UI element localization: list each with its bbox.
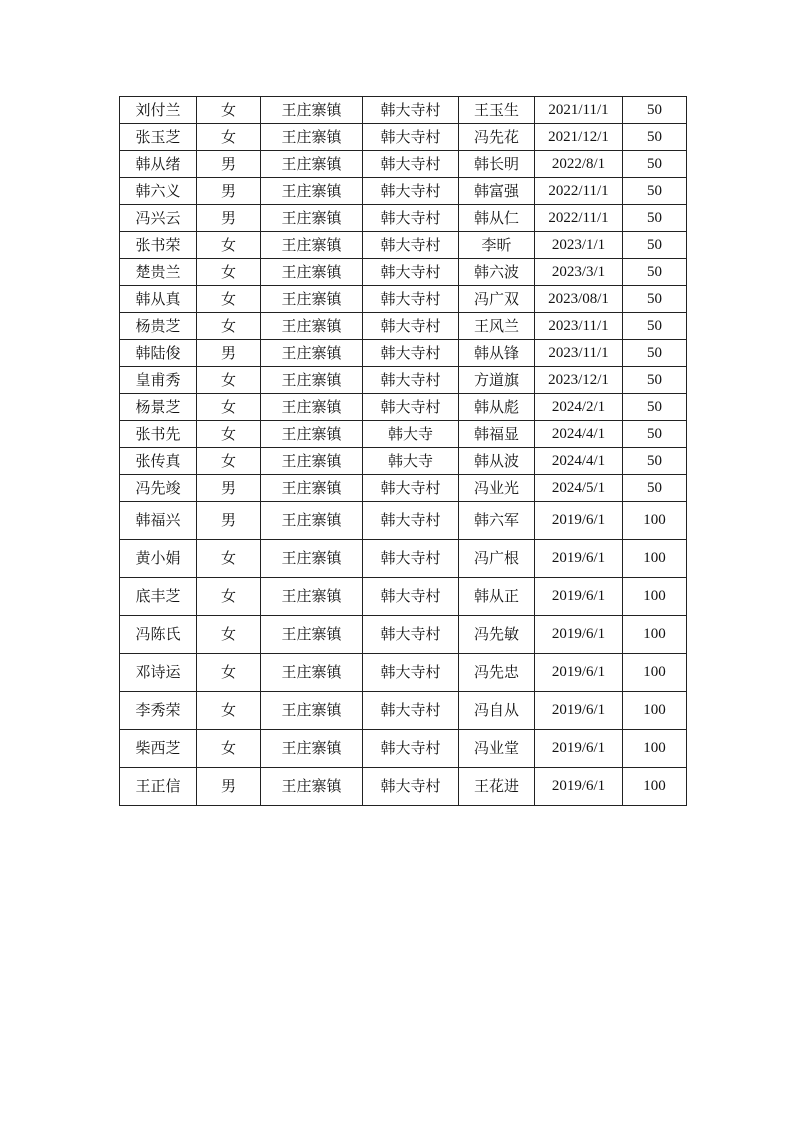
- amount-cell: 100: [623, 540, 687, 578]
- gender-cell: 女: [197, 730, 261, 768]
- name-cell: 韩福兴: [120, 502, 197, 540]
- amount-cell: 50: [623, 205, 687, 232]
- relative-cell: 韩从波: [459, 448, 535, 475]
- town-cell: 王庄寨镇: [261, 421, 363, 448]
- village-cell: 韩大寺村: [363, 730, 459, 768]
- gender-cell: 女: [197, 692, 261, 730]
- table-row: [120, 313, 687, 340]
- village-cell: 韩大寺村: [363, 259, 459, 286]
- relative-cell: 韩从仁: [459, 205, 535, 232]
- amount-cell: 100: [623, 616, 687, 654]
- name-cell: 李秀荣: [120, 692, 197, 730]
- village-cell: 韩大寺村: [363, 654, 459, 692]
- town-cell: 王庄寨镇: [261, 151, 363, 178]
- date-cell: 2019/6/1: [535, 730, 623, 768]
- town-cell: 王庄寨镇: [261, 448, 363, 475]
- name-cell: 张书先: [120, 421, 197, 448]
- name-cell: 楚贵兰: [120, 259, 197, 286]
- amount-cell: 50: [623, 394, 687, 421]
- relative-cell: 王玉生: [459, 97, 535, 124]
- village-cell: 韩大寺村: [363, 178, 459, 205]
- date-cell: 2024/4/1: [535, 421, 623, 448]
- table-row: [120, 394, 687, 421]
- date-cell: 2024/2/1: [535, 394, 623, 421]
- amount-cell: 100: [623, 578, 687, 616]
- amount-cell: 100: [623, 768, 687, 806]
- amount-cell: 100: [623, 692, 687, 730]
- relative-cell: 韩从正: [459, 578, 535, 616]
- gender-cell: 女: [197, 124, 261, 151]
- village-cell: 韩大寺村: [363, 394, 459, 421]
- relative-cell: 王风兰: [459, 313, 535, 340]
- village-cell: 韩大寺村: [363, 768, 459, 806]
- town-cell: 王庄寨镇: [261, 540, 363, 578]
- gender-cell: 女: [197, 286, 261, 313]
- relative-cell: 冯业光: [459, 475, 535, 502]
- village-cell: 韩大寺: [363, 421, 459, 448]
- relative-cell: 冯广根: [459, 540, 535, 578]
- name-cell: 皇甫秀: [120, 367, 197, 394]
- village-cell: 韩大寺村: [363, 616, 459, 654]
- gender-cell: 女: [197, 367, 261, 394]
- town-cell: 王庄寨镇: [261, 730, 363, 768]
- gender-cell: 女: [197, 616, 261, 654]
- table-body: [120, 97, 687, 806]
- relative-cell: 冯先忠: [459, 654, 535, 692]
- table-row: [120, 259, 687, 286]
- name-cell: 韩从绪: [120, 151, 197, 178]
- amount-cell: 50: [623, 124, 687, 151]
- table-row: [120, 448, 687, 475]
- name-cell: 冯陈氏: [120, 616, 197, 654]
- name-cell: 韩六义: [120, 178, 197, 205]
- village-cell: 韩大寺: [363, 448, 459, 475]
- table-row: [120, 502, 687, 540]
- table-row: [120, 367, 687, 394]
- town-cell: 王庄寨镇: [261, 394, 363, 421]
- gender-cell: 女: [197, 421, 261, 448]
- name-cell: 刘付兰: [120, 97, 197, 124]
- village-cell: 韩大寺村: [363, 692, 459, 730]
- village-cell: 韩大寺村: [363, 367, 459, 394]
- village-cell: 韩大寺村: [363, 151, 459, 178]
- date-cell: 2022/11/1: [535, 205, 623, 232]
- village-cell: 韩大寺村: [363, 97, 459, 124]
- date-cell: 2019/6/1: [535, 768, 623, 806]
- town-cell: 王庄寨镇: [261, 313, 363, 340]
- gender-cell: 女: [197, 313, 261, 340]
- table-row: [120, 768, 687, 806]
- gender-cell: 女: [197, 540, 261, 578]
- table-row: [120, 616, 687, 654]
- relative-cell: 韩福显: [459, 421, 535, 448]
- amount-cell: 100: [623, 654, 687, 692]
- village-cell: 韩大寺村: [363, 340, 459, 367]
- table-row: [120, 232, 687, 259]
- name-cell: 邓诗运: [120, 654, 197, 692]
- amount-cell: 50: [623, 475, 687, 502]
- date-cell: 2019/6/1: [535, 540, 623, 578]
- village-cell: 韩大寺村: [363, 205, 459, 232]
- town-cell: 王庄寨镇: [261, 232, 363, 259]
- town-cell: 王庄寨镇: [261, 124, 363, 151]
- village-cell: 韩大寺村: [363, 578, 459, 616]
- name-cell: 柴西芝: [120, 730, 197, 768]
- name-cell: 张传真: [120, 448, 197, 475]
- town-cell: 王庄寨镇: [261, 768, 363, 806]
- relative-cell: 冯业堂: [459, 730, 535, 768]
- table-row: [120, 205, 687, 232]
- gender-cell: 男: [197, 151, 261, 178]
- name-cell: 杨贵芝: [120, 313, 197, 340]
- gender-cell: 男: [197, 768, 261, 806]
- name-cell: 韩从真: [120, 286, 197, 313]
- town-cell: 王庄寨镇: [261, 259, 363, 286]
- town-cell: 王庄寨镇: [261, 578, 363, 616]
- gender-cell: 男: [197, 178, 261, 205]
- gender-cell: 男: [197, 475, 261, 502]
- date-cell: 2024/4/1: [535, 448, 623, 475]
- date-cell: 2019/6/1: [535, 654, 623, 692]
- amount-cell: 50: [623, 367, 687, 394]
- relative-cell: 冯自从: [459, 692, 535, 730]
- amount-cell: 50: [623, 313, 687, 340]
- gender-cell: 女: [197, 232, 261, 259]
- town-cell: 王庄寨镇: [261, 178, 363, 205]
- name-cell: 王正信: [120, 768, 197, 806]
- gender-cell: 男: [197, 205, 261, 232]
- town-cell: 王庄寨镇: [261, 692, 363, 730]
- name-cell: 黄小娟: [120, 540, 197, 578]
- date-cell: 2024/5/1: [535, 475, 623, 502]
- relative-cell: 韩富强: [459, 178, 535, 205]
- name-cell: 底丰芝: [120, 578, 197, 616]
- subsidy-table: [119, 96, 687, 806]
- date-cell: 2022/8/1: [535, 151, 623, 178]
- relative-cell: 韩六军: [459, 502, 535, 540]
- gender-cell: 女: [197, 259, 261, 286]
- village-cell: 韩大寺村: [363, 286, 459, 313]
- name-cell: 冯兴云: [120, 205, 197, 232]
- town-cell: 王庄寨镇: [261, 616, 363, 654]
- table-row: [120, 151, 687, 178]
- amount-cell: 100: [623, 730, 687, 768]
- amount-cell: 50: [623, 232, 687, 259]
- village-cell: 韩大寺村: [363, 232, 459, 259]
- table-row: [120, 178, 687, 205]
- table-row: [120, 692, 687, 730]
- amount-cell: 50: [623, 178, 687, 205]
- town-cell: 王庄寨镇: [261, 340, 363, 367]
- relative-cell: 冯先花: [459, 124, 535, 151]
- relative-cell: 韩六波: [459, 259, 535, 286]
- relative-cell: 冯先敏: [459, 616, 535, 654]
- table-row: [120, 730, 687, 768]
- town-cell: 王庄寨镇: [261, 475, 363, 502]
- table-row: [120, 540, 687, 578]
- date-cell: 2019/6/1: [535, 578, 623, 616]
- date-cell: 2021/11/1: [535, 97, 623, 124]
- gender-cell: 女: [197, 394, 261, 421]
- table-row: [120, 340, 687, 367]
- date-cell: 2023/12/1: [535, 367, 623, 394]
- relative-cell: 冯广双: [459, 286, 535, 313]
- amount-cell: 50: [623, 97, 687, 124]
- name-cell: 张书荣: [120, 232, 197, 259]
- gender-cell: 女: [197, 654, 261, 692]
- date-cell: 2019/6/1: [535, 502, 623, 540]
- gender-cell: 男: [197, 340, 261, 367]
- village-cell: 韩大寺村: [363, 124, 459, 151]
- table-row: [120, 421, 687, 448]
- gender-cell: 女: [197, 448, 261, 475]
- table-row: [120, 578, 687, 616]
- table-row: [120, 286, 687, 313]
- name-cell: 韩陆俊: [120, 340, 197, 367]
- date-cell: 2023/11/1: [535, 313, 623, 340]
- relative-cell: 韩从彪: [459, 394, 535, 421]
- date-cell: 2019/6/1: [535, 692, 623, 730]
- table-row: [120, 475, 687, 502]
- table-row: [120, 97, 687, 124]
- village-cell: 韩大寺村: [363, 540, 459, 578]
- name-cell: 杨景芝: [120, 394, 197, 421]
- village-cell: 韩大寺村: [363, 502, 459, 540]
- table-row: [120, 654, 687, 692]
- village-cell: 韩大寺村: [363, 313, 459, 340]
- relative-cell: 李昕: [459, 232, 535, 259]
- amount-cell: 50: [623, 340, 687, 367]
- gender-cell: 女: [197, 578, 261, 616]
- amount-cell: 50: [623, 259, 687, 286]
- town-cell: 王庄寨镇: [261, 367, 363, 394]
- date-cell: 2023/08/1: [535, 286, 623, 313]
- date-cell: 2023/3/1: [535, 259, 623, 286]
- relative-cell: 方道旗: [459, 367, 535, 394]
- town-cell: 王庄寨镇: [261, 654, 363, 692]
- relative-cell: 韩长明: [459, 151, 535, 178]
- amount-cell: 50: [623, 286, 687, 313]
- gender-cell: 女: [197, 97, 261, 124]
- date-cell: 2021/12/1: [535, 124, 623, 151]
- relative-cell: 王花进: [459, 768, 535, 806]
- date-cell: 2023/1/1: [535, 232, 623, 259]
- gender-cell: 男: [197, 502, 261, 540]
- amount-cell: 50: [623, 421, 687, 448]
- town-cell: 王庄寨镇: [261, 97, 363, 124]
- village-cell: 韩大寺村: [363, 475, 459, 502]
- amount-cell: 50: [623, 448, 687, 475]
- town-cell: 王庄寨镇: [261, 502, 363, 540]
- date-cell: 2023/11/1: [535, 340, 623, 367]
- amount-cell: 100: [623, 502, 687, 540]
- relative-cell: 韩从锋: [459, 340, 535, 367]
- table-row: [120, 124, 687, 151]
- name-cell: 冯先竣: [120, 475, 197, 502]
- amount-cell: 50: [623, 151, 687, 178]
- town-cell: 王庄寨镇: [261, 205, 363, 232]
- town-cell: 王庄寨镇: [261, 286, 363, 313]
- name-cell: 张玉芝: [120, 124, 197, 151]
- date-cell: 2019/6/1: [535, 616, 623, 654]
- date-cell: 2022/11/1: [535, 178, 623, 205]
